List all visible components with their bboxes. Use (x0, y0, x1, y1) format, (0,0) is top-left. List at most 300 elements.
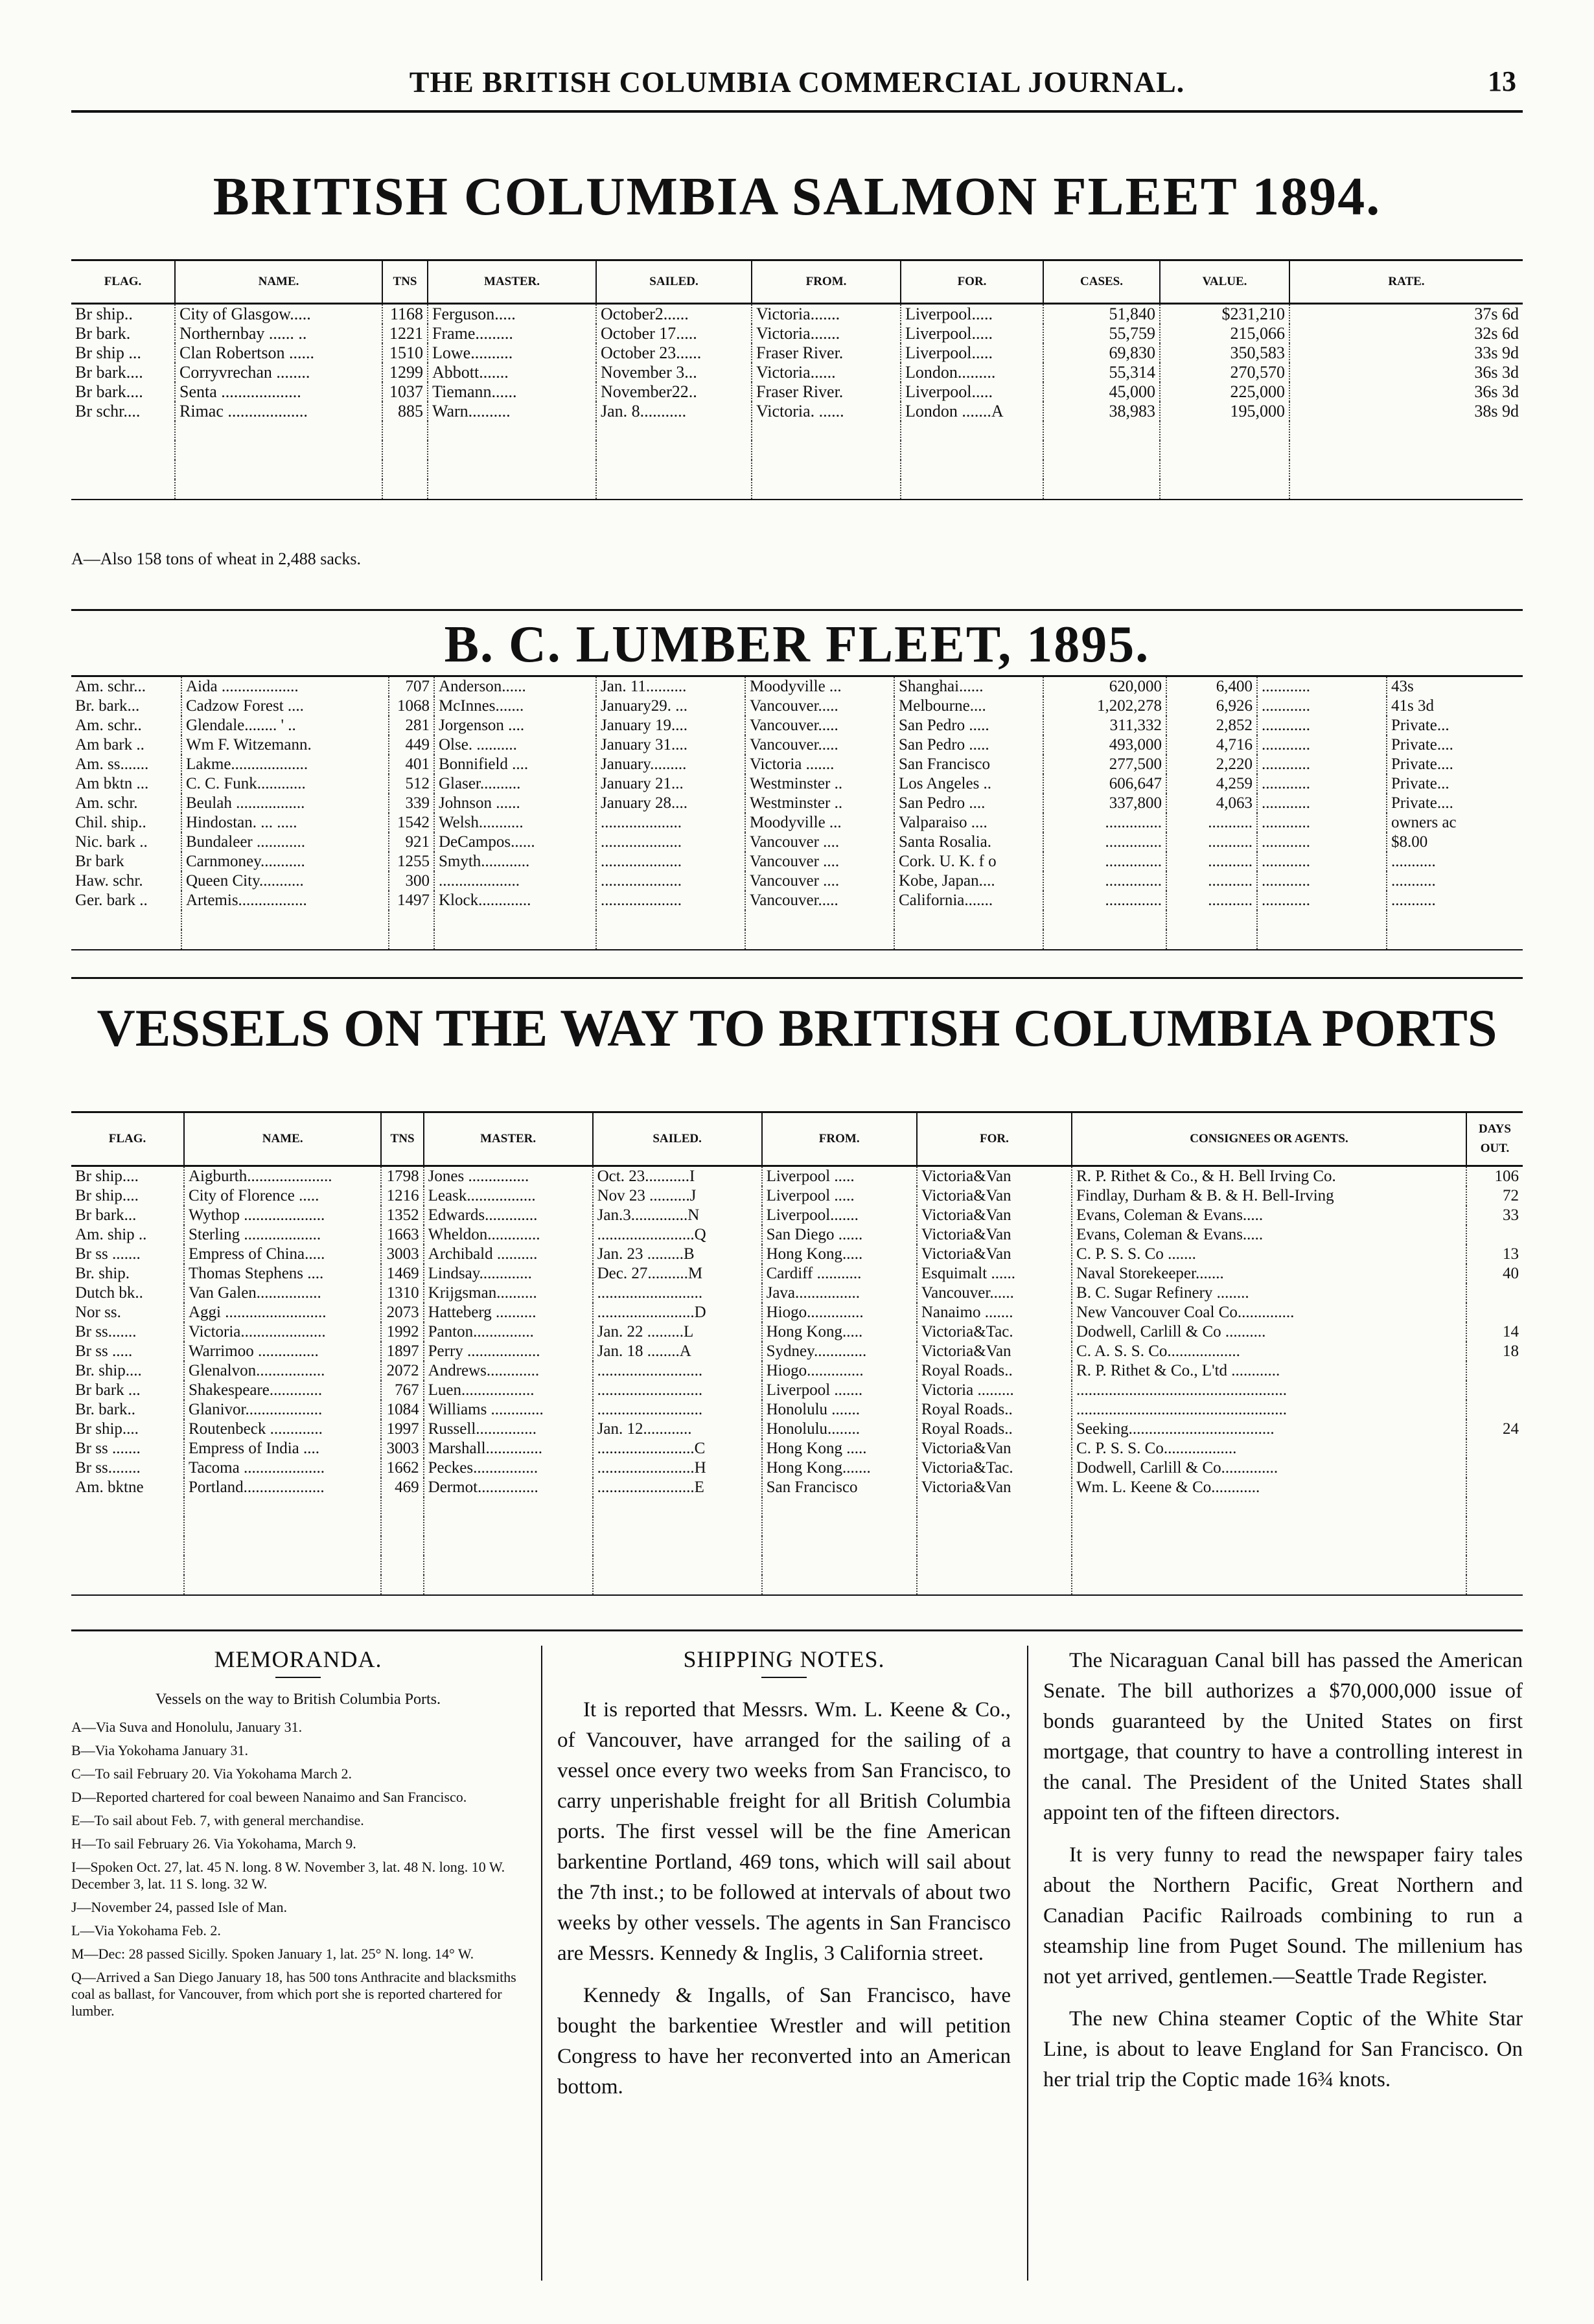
table-cell (1466, 1303, 1523, 1322)
table-cell: ........... (1166, 852, 1257, 871)
table-cell: Fraser River. (752, 382, 901, 402)
table-row (71, 1225, 1523, 1245)
column-header: CONSIGNEES OR AGENTS. (1072, 1112, 1466, 1166)
table-cell: Shanghai...... (894, 676, 1043, 697)
table-cell-empty (1043, 460, 1160, 479)
table-cell-empty (389, 910, 434, 930)
table-cell: 921 (389, 833, 434, 852)
table-cell: 401 (389, 755, 434, 774)
table-cell: Seeking.................................... (1072, 1420, 1466, 1439)
table-cell (1466, 1225, 1523, 1245)
table-cell: Am. ship .. (75, 1226, 147, 1243)
table-cell: R. P. Rithet & Co., & H. Bell Irving Co. (1072, 1166, 1466, 1187)
table-cell-empty (894, 930, 1043, 950)
table-cell-empty (1466, 1497, 1523, 1517)
table-cell: McInnes....... (434, 696, 596, 716)
table-cell: Vancouver..... (745, 891, 894, 910)
table-cell: Glendale........ ' .. (181, 716, 389, 735)
table-row (71, 1264, 1523, 1283)
memo-item: C—To sail February 20. Via Yokohama March 2. (71, 1766, 352, 1782)
table-cell: Jan. 11.......... (596, 676, 745, 697)
table-cell: 1542 (389, 813, 434, 833)
table-cell: 1798 (381, 1166, 423, 1187)
table-cell: 707 (389, 676, 434, 697)
table-cell: C. P. S. S. Co ....... (1072, 1245, 1466, 1264)
table-cell (1466, 1361, 1523, 1381)
table-row (71, 1342, 1523, 1361)
table-row (71, 794, 1523, 813)
column-header: NAME. (184, 1112, 381, 1166)
table-cell: 2,852 (1166, 716, 1257, 735)
table-cell: Vancouver .... (745, 852, 894, 871)
table-cell-empty (917, 1556, 1072, 1575)
table-cell: Klock............. (434, 891, 596, 910)
table-cell: January 31.... (596, 735, 745, 755)
table-cell-empty (424, 1536, 593, 1556)
table-cell: Private... (1387, 716, 1523, 735)
table-cell: San Pedro ..... (894, 716, 1043, 735)
table-row (71, 871, 1523, 891)
table-cell: 4,716 (1166, 735, 1257, 755)
table-cell: Bundaleer ............ (181, 833, 389, 852)
table-cell: Krijgsman.......... (424, 1283, 593, 1303)
table-cell: Vancouver..... (745, 716, 894, 735)
table-cell: Esquimalt ...... (917, 1264, 1072, 1283)
table-cell: Abbott....... (428, 363, 596, 382)
table-cell: 4,259 (1166, 774, 1257, 794)
table-cell: $8.00 (1387, 833, 1523, 852)
table-row (71, 1303, 1523, 1322)
table-cell: October 23...... (596, 343, 752, 363)
table-cell-empty (428, 479, 596, 500)
table-cell: ............ (1257, 833, 1387, 852)
table-cell: Royal Roads.. (917, 1400, 1072, 1420)
table-row (71, 716, 1523, 735)
table-cell: Warn.......... (428, 402, 596, 421)
table-row (71, 1186, 1523, 1206)
table-cell: Liverpool..... (901, 343, 1043, 363)
table-row-empty (71, 930, 1523, 950)
table-cell: Private.... (1387, 755, 1523, 774)
table-cell: Wythop .................... (184, 1206, 381, 1225)
table-cell-empty (1160, 421, 1289, 441)
table-cell: .................... (596, 871, 745, 891)
table-cell-empty (381, 1575, 423, 1595)
table-cell: Br bark.... (75, 363, 143, 382)
table-cell: 13 (1466, 1245, 1523, 1264)
table-cell-empty (917, 1575, 1072, 1595)
table-cell: Glanivor................... (184, 1400, 381, 1420)
table-cell: Frame......... (428, 324, 596, 343)
table-row-empty (71, 1536, 1523, 1556)
table-cell-empty (1043, 479, 1160, 500)
table-cell: Queen City........... (181, 871, 389, 891)
column-header: MASTER. (428, 260, 596, 304)
table-row (71, 1166, 1523, 1187)
table-cell: Br bark... (75, 1206, 137, 1224)
table-cell-empty (1289, 479, 1523, 500)
table-cell-empty (428, 460, 596, 479)
table-cell-empty (1072, 1556, 1466, 1575)
table-cell-empty (175, 479, 382, 500)
table-cell: Victoria&Tac. (917, 1322, 1072, 1342)
table-cell-empty (1160, 460, 1289, 479)
table-row (71, 1439, 1523, 1458)
table-cell: 1992 (381, 1322, 423, 1342)
table-cell: Panton............... (424, 1322, 593, 1342)
column-header: FROM. (762, 1112, 917, 1166)
table-cell: Jan. 22 .........L (593, 1322, 762, 1342)
table-cell: 69,830 (1043, 343, 1160, 363)
table-cell: 449 (389, 735, 434, 755)
table-cell: Lowe.......... (428, 343, 596, 363)
table-cell-empty (175, 460, 382, 479)
table-cell: January 28.... (596, 794, 745, 813)
table-row (71, 1420, 1523, 1439)
table-cell: Warrimoo ............... (184, 1342, 381, 1361)
table-cell: Br bark.... (75, 382, 143, 401)
table-cell: Liverpool....... (762, 1206, 917, 1225)
table-cell: .................... (434, 871, 596, 891)
table-cell-empty (1043, 421, 1160, 441)
table-cell: Victoria&Van (917, 1225, 1072, 1245)
table-cell: Hiogo.............. (762, 1303, 917, 1322)
table-row (71, 1206, 1523, 1225)
column-header: FROM. (752, 260, 901, 304)
table-cell: Hong Kong....... (762, 1458, 917, 1478)
table-cell: Br ss....... (75, 1323, 137, 1340)
table-cell-empty (762, 1497, 917, 1517)
table-cell: 277,500 (1043, 755, 1166, 774)
table-cell: Victoria&Van (917, 1206, 1072, 1225)
table-cell: Jan. 8........... (596, 402, 752, 421)
table-cell: .................................................... (1072, 1381, 1466, 1400)
table-cell: .................................................... (1072, 1400, 1466, 1420)
table-cell: Victoria&Van (917, 1478, 1072, 1497)
table-row (71, 343, 1523, 363)
table-cell-empty (71, 1517, 184, 1536)
table-cell: Ferguson..... (428, 304, 596, 325)
salmon-footnote: A—Also 158 tons of wheat in 2,488 sacks. (71, 549, 362, 568)
table-cell-empty (184, 1497, 381, 1517)
table-cell: ........... (1387, 852, 1523, 871)
table-cell-empty (1043, 441, 1160, 460)
table-cell: 512 (389, 774, 434, 794)
table-cell (1466, 1381, 1523, 1400)
table-row (71, 735, 1523, 755)
table-cell-empty (71, 1556, 184, 1575)
table-cell: Br ss ..... (75, 1342, 133, 1360)
salmon-fleet-title: BRITISH COLUMBIA SALMON FLEET 1894. (213, 167, 1381, 227)
table-cell-empty (424, 1517, 593, 1536)
table-cell: .......................... (593, 1361, 762, 1381)
table-cell: Westminster .. (745, 794, 894, 813)
memo-item: Q—Arrived a San Diego January 18, has 500 tons Anthracite and blacksmiths coal as ballast, for Vancouver, from which port she is reported chartered for lumber. (71, 1969, 516, 2019)
table-cell-empty (428, 421, 596, 441)
table-cell: 281 (389, 716, 434, 735)
table-row (71, 1381, 1523, 1400)
table-cell: 339 (389, 794, 434, 813)
table-cell: DeCampos...... (434, 833, 596, 852)
table-row (71, 324, 1523, 343)
table-cell: Hindostan. ... ..... (181, 813, 389, 833)
table-cell-empty (175, 441, 382, 460)
table-cell: ............ (1257, 735, 1387, 755)
table-cell: Haw. schr. (75, 872, 143, 890)
table-cell-empty (1043, 910, 1166, 930)
table-cell: 3003 (381, 1439, 423, 1458)
vessels-title: VESSELS ON THE WAY TO BRITISH COLUMBIA PORTS (97, 998, 1497, 1057)
table-cell-empty (424, 1497, 593, 1517)
table-cell: Am. bktne (75, 1478, 144, 1496)
table-cell-empty (71, 910, 181, 930)
memo-item: I—Spoken Oct. 27, lat. 45 N. long. 8 W. November 3, lat. 48 N. long. 10 W. December 3, lat. 11 S. long. 32 W. (71, 1859, 505, 1892)
table-cell-empty (1166, 910, 1257, 930)
table-cell: San Diego ...... (762, 1225, 917, 1245)
table-cell-empty (71, 479, 175, 500)
table-cell: Victoria&Van (917, 1342, 1072, 1361)
table-row (71, 304, 1523, 325)
table-cell: Edwards............. (424, 1206, 593, 1225)
table-cell: Van Galen................ (184, 1283, 381, 1303)
table-cell: Victoria....... (752, 304, 901, 325)
table-cell: Artemis................. (181, 891, 389, 910)
table-cell: Liverpool..... (901, 382, 1043, 402)
table-cell: 469 (381, 1478, 423, 1497)
table-cell-empty (901, 479, 1043, 500)
table-row (71, 852, 1523, 871)
memo-item: B—Via Yokohama January 31. (71, 1742, 249, 1758)
table-cell: Vancouver .... (745, 871, 894, 891)
memo-item: D—Reported chartered for coal beween Nanaimo and San Francisco. (71, 1789, 467, 1805)
table-cell: Aggi ......................... (184, 1303, 381, 1322)
table-cell: 4,063 (1166, 794, 1257, 813)
table-cell: B. C. Sugar Refinery ........ (1072, 1283, 1466, 1303)
table-cell: Fraser River. (752, 343, 901, 363)
table-cell: Evans, Coleman & Evans..... (1072, 1225, 1466, 1245)
table-cell: Tacoma .................... (184, 1458, 381, 1478)
table-cell: 14 (1466, 1322, 1523, 1342)
table-cell: Olse. .......... (434, 735, 596, 755)
shipping-notes-column (557, 1646, 1011, 2114)
memo-item: L—Via Yokohama Feb. 2. (71, 1922, 221, 1939)
table-cell: 1068 (389, 696, 434, 716)
table-cell-empty (175, 421, 382, 441)
column-header: NAME. (175, 260, 382, 304)
table-cell: Hatteberg .......... (424, 1303, 593, 1322)
table-cell: 1997 (381, 1420, 423, 1439)
shipping-note-paragraph: Kennedy & Ingalls, of San Francisco, have bought the barkentiee Wrestler and will petition Congress to have her reconverted into an American bottom. (557, 1984, 1011, 2099)
table-cell: ............ (1257, 871, 1387, 891)
table-cell: Wheldon............. (424, 1225, 593, 1245)
table-cell: 1037 (382, 382, 428, 402)
table-cell-empty (1289, 460, 1523, 479)
table-cell: Victoria..................... (184, 1322, 381, 1342)
column-header: VALUE. (1160, 260, 1289, 304)
table-cell: 40 (1466, 1264, 1523, 1283)
table-cell: 767 (381, 1381, 423, 1400)
table-cell: Private.... (1387, 794, 1523, 813)
table-cell: Jones ............... (424, 1166, 593, 1187)
table-cell: Andrews............. (424, 1361, 593, 1381)
table-row (71, 891, 1523, 910)
table-cell: Dutch bk.. (75, 1284, 143, 1302)
table-cell (1466, 1400, 1523, 1420)
table-cell: Melbourne.... (894, 696, 1043, 716)
column-header: TNS (382, 260, 428, 304)
table-cell: Br bark (75, 853, 124, 870)
table-cell: .......................... (593, 1400, 762, 1420)
news-paragraph: The Nicaraguan Canal bill has passed the American Senate. The bill authorizes a $70,000,000 issue of bonds guaranteed by the United States on first mortgage, that country to have a controlling interest in the canal. The President of the United States shall appoint ten of the fifteen directors. (1043, 1649, 1523, 1824)
table-cell-empty (596, 460, 752, 479)
table-cell: Carnmoney........... (181, 852, 389, 871)
table-cell-empty (762, 1536, 917, 1556)
table-cell: ........... (1166, 833, 1257, 852)
table-cell-empty (752, 460, 901, 479)
table-cell: Sterling ................... (184, 1225, 381, 1245)
table-cell: Vancouver .... (745, 833, 894, 852)
table-cell: 41s 3d (1387, 696, 1523, 716)
table-cell: January 19.... (596, 716, 745, 735)
table-cell: Victoria...... (752, 363, 901, 382)
table-cell: 885 (382, 402, 428, 421)
table-cell: Honolulu........ (762, 1420, 917, 1439)
table-cell: .................... (596, 891, 745, 910)
table-cell: Jan. 18 ........A (593, 1342, 762, 1361)
lumber-fleet-title: B. C. LUMBER FLEET, 1895. (444, 616, 1150, 673)
table-cell: Br bark ... (75, 1381, 141, 1399)
column-divider (1027, 1646, 1028, 2281)
table-cell: 55,759 (1043, 324, 1160, 343)
table-cell-empty (71, 930, 181, 950)
table-cell: Br ss ....... (75, 1245, 141, 1263)
table-cell-empty (434, 930, 596, 950)
column-header: MASTER. (424, 1112, 593, 1166)
table-cell: ........................D (593, 1303, 762, 1322)
table-cell-empty (901, 441, 1043, 460)
table-cell: 18 (1466, 1342, 1523, 1361)
table-cell: Thomas Stephens .... (184, 1264, 381, 1283)
memo-item: J—November 24, passed Isle of Man. (71, 1899, 287, 1915)
table-cell: Victoria....... (752, 324, 901, 343)
table-row (71, 1458, 1523, 1478)
table-cell: Leask................. (424, 1186, 593, 1206)
table-cell: Jan. 23 .........B (593, 1245, 762, 1264)
table-cell: Br ship ... (75, 343, 141, 362)
table-cell-empty (596, 930, 745, 950)
column-header: SAILED. (593, 1112, 762, 1166)
table-cell: 215,066 (1160, 324, 1289, 343)
table-cell: 6,400 (1166, 676, 1257, 697)
table-cell-empty (901, 460, 1043, 479)
table-cell: Am. ss....... (75, 755, 149, 773)
table-cell: Jan. 12............ (593, 1420, 762, 1439)
table-cell: .......................... (593, 1283, 762, 1303)
table-cell-empty (424, 1556, 593, 1575)
table-cell: Hong Kong ..... (762, 1439, 917, 1458)
page-number: 13 (1488, 65, 1516, 97)
table-cell: 45,000 (1043, 382, 1160, 402)
table-row-empty (71, 1575, 1523, 1595)
table-cell: Evans, Coleman & Evans..... (1072, 1206, 1466, 1225)
table-cell: Westminster .. (745, 774, 894, 794)
memo-item: A—Via Suva and Honolulu, January 31. (71, 1719, 303, 1735)
table-cell: 55,314 (1043, 363, 1160, 382)
table-cell: October 17..... (596, 324, 752, 343)
table-cell: ........................C (593, 1439, 762, 1458)
table-row (71, 676, 1523, 697)
table-cell: Br bark. (75, 324, 131, 343)
memoranda-title: MEMORANDA. (214, 1646, 382, 1672)
table-cell-empty (428, 441, 596, 460)
table-cell-empty (596, 479, 752, 500)
table-cell: Tiemann...... (428, 382, 596, 402)
table-cell-empty (1289, 421, 1523, 441)
shipping-notes-title: SHIPPING NOTES. (683, 1646, 885, 1672)
vessels-table (71, 1111, 1523, 1596)
table-cell-empty (752, 479, 901, 500)
table-row-empty (71, 479, 1523, 500)
table-row (71, 1283, 1523, 1303)
table-cell: Vancouver..... (745, 696, 894, 716)
table-cell: Liverpool ..... (762, 1186, 917, 1206)
table-cell: .................... (596, 833, 745, 852)
table-cell: Liverpool..... (901, 304, 1043, 325)
table-cell-empty (1257, 910, 1387, 930)
table-cell: Chil. ship.. (75, 814, 146, 831)
table-cell-empty (593, 1497, 762, 1517)
table-cell: London......... (901, 363, 1043, 382)
table-cell: Johnson ...... (434, 794, 596, 813)
table-cell: San Francisco (894, 755, 1043, 774)
table-cell: Ger. bark .. (75, 892, 148, 909)
table-cell: Br ship.. (75, 305, 133, 323)
table-cell: Lindsay............. (424, 1264, 593, 1283)
table-cell: owners ac (1387, 813, 1523, 833)
table-cell: .................... (596, 852, 745, 871)
table-cell: .............. (1043, 871, 1166, 891)
table-cell: Nic. bark .. (75, 833, 148, 851)
table-cell: Aida ................... (181, 676, 389, 697)
table-cell: Naval Storekeeper....... (1072, 1264, 1466, 1283)
table-cell: Royal Roads.. (917, 1420, 1072, 1439)
table-cell: Private... (1387, 774, 1523, 794)
journal-title: THE BRITISH COLUMBIA COMMERCIAL JOURNAL. (409, 65, 1185, 98)
memo-item: M—Dec: 28 passed Sicilly. Spoken January 1, lat. 25° N. long. 14° W. (71, 1946, 474, 1962)
table-cell: November22.. (596, 382, 752, 402)
table-row-empty (71, 421, 1523, 441)
column-divider (541, 1646, 542, 2281)
table-cell: Corryvrechan ........ (175, 363, 382, 382)
table-cell: 3003 (381, 1245, 423, 1264)
table-row-empty (71, 910, 1523, 930)
table-cell: San Francisco (762, 1478, 917, 1497)
table-cell: ............ (1257, 755, 1387, 774)
table-cell: Rimac ................... (175, 402, 382, 421)
table-cell-empty (1466, 1556, 1523, 1575)
table-cell-empty (752, 421, 901, 441)
table-cell-empty (184, 1575, 381, 1595)
table-cell: Luen.................. (424, 1381, 593, 1400)
table-cell: ........... (1387, 891, 1523, 910)
table-cell: Perry .................. (424, 1342, 593, 1361)
table-cell: Victoria&Van (917, 1439, 1072, 1458)
table-cell: Shakespeare............. (184, 1381, 381, 1400)
table-cell: Sydney............. (762, 1342, 917, 1361)
table-cell-empty (381, 1497, 423, 1517)
table-cell-empty (381, 1536, 423, 1556)
table-cell: Br. ship.... (75, 1362, 142, 1379)
